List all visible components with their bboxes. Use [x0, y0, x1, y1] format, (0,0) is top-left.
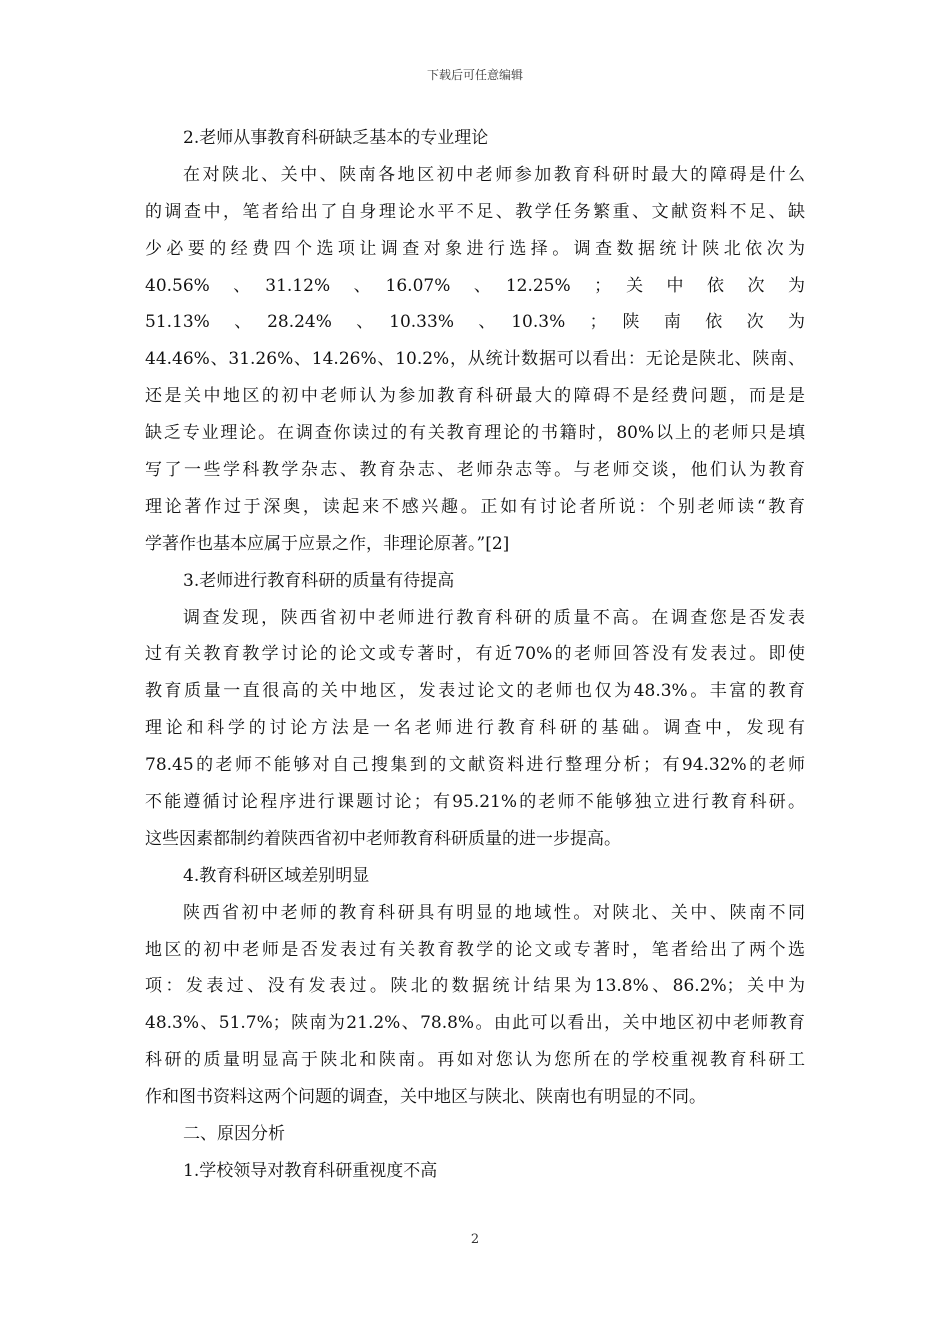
paragraph-line: 不能遵循讨论程序进行课题讨论；有95.21%的老师不能够独立进行教育科研。 [145, 792, 805, 813]
section-heading: 4.教育科研区域差别明显 [183, 865, 370, 886]
paragraph-line: 理论著作过于深奥，读起来不感兴趣。正如有讨论者所说：个别老师读“教育 [145, 496, 805, 517]
paragraph-line: 陕西省初中老师的教育科研具有明显的地域性。对陕北、关中、陕南不同 [183, 902, 805, 923]
paragraph-line: 还是关中地区的初中老师认为参加教育科研最大的障碍不是经费问题，而是是 [145, 386, 805, 407]
paragraph-line: 40.56% 、 31.12% 、 16.07% 、 12.25% ； 关 中 依 次 为 [145, 275, 805, 296]
paragraph-line: 教育质量一直很高的关中地区，发表过论文的老师也仅为48.3%。丰富的教育 [145, 681, 805, 702]
paragraph-line: 理论和科学的讨论方法是一名老师进行教育科研的基础。调查中，发现有 [145, 718, 805, 739]
paragraph-line: 项：发表过、没有发表过。陕北的数据统计结果为13.8%、86.2%；关中为 [145, 976, 805, 997]
paragraph-line: 科研的质量明显高于陕北和陕南。再如对您认为您所在的学校重视教育科研工 [145, 1050, 805, 1071]
paragraph-line: 这些因素都制约着陕西省初中老师教育科研质量的进一步提高。 [145, 828, 621, 849]
paragraph-line: 51.13% 、 28.24% 、 10.33% 、 10.3% ； 陕 南 依 次 为 [145, 312, 805, 333]
paragraph-line: 在对陕北、关中、陕南各地区初中老师参加教育科研时最大的障碍是什么 [183, 164, 805, 185]
paragraph-line: 少必要的经费四个选项让调查对象进行选择。调查数据统计陕北依次为 [145, 238, 805, 259]
section-heading: 二、原因分析 [183, 1124, 285, 1145]
page-header: 下载后可任意编辑 [426, 68, 523, 82]
paragraph-line: 地区的初中老师是否发表过有关教育教学的论文或专著时，笔者给出了两个选 [145, 939, 805, 960]
paragraph-line: 调查发现，陕西省初中老师进行教育科研的质量不高。在调查您是否发表 [183, 607, 805, 628]
paragraph-line: 缺乏专业理论。在调查你读过的有关教育理论的书籍时，80%以上的老师只是填 [145, 423, 805, 444]
section-heading: 1.学校领导对教育科研重视度不高 [183, 1160, 438, 1181]
paragraph-line: 过有关教育教学讨论的论文或专著时，有近70%的老师回答没有发表过。即使 [145, 644, 805, 665]
paragraph-line: 的调查中，笔者给出了自身理论水平不足、教学任务繁重、文献资料不足、缺 [145, 201, 805, 222]
section-heading: 3.老师进行教育科研的质量有待提高 [183, 570, 455, 591]
paragraph-line: 48.3%、51.7%；陕南为21.2%、78.8%。由此可以看出，关中地区初中老师教育 [145, 1013, 805, 1034]
page-number: 2 [470, 1232, 480, 1247]
paragraph-line: 78.45的老师不能够对自己搜集到的文献资料进行整理分析；有94.32%的老师 [145, 755, 805, 776]
paragraph-line: 作和图书资料这两个问题的调查，关中地区与陕北、陕南也有明显的不同。 [145, 1087, 706, 1108]
paragraph-line: 写了一些学科教学杂志、教育杂志、老师杂志等。与老师交谈，他们认为教育 [145, 460, 805, 481]
paragraph-line: 44.46%、31.26%、14.26%、10.2%，从统计数据可以看出：无论是陕北、陕南、 [145, 349, 805, 370]
section-heading: 2.老师从事教育科研缺乏基本的专业理论 [183, 128, 489, 148]
document-body [145, 120, 805, 1190]
paragraph-line: 学著作也基本应属于应景之作，非理论原著。”[2] [145, 533, 510, 554]
